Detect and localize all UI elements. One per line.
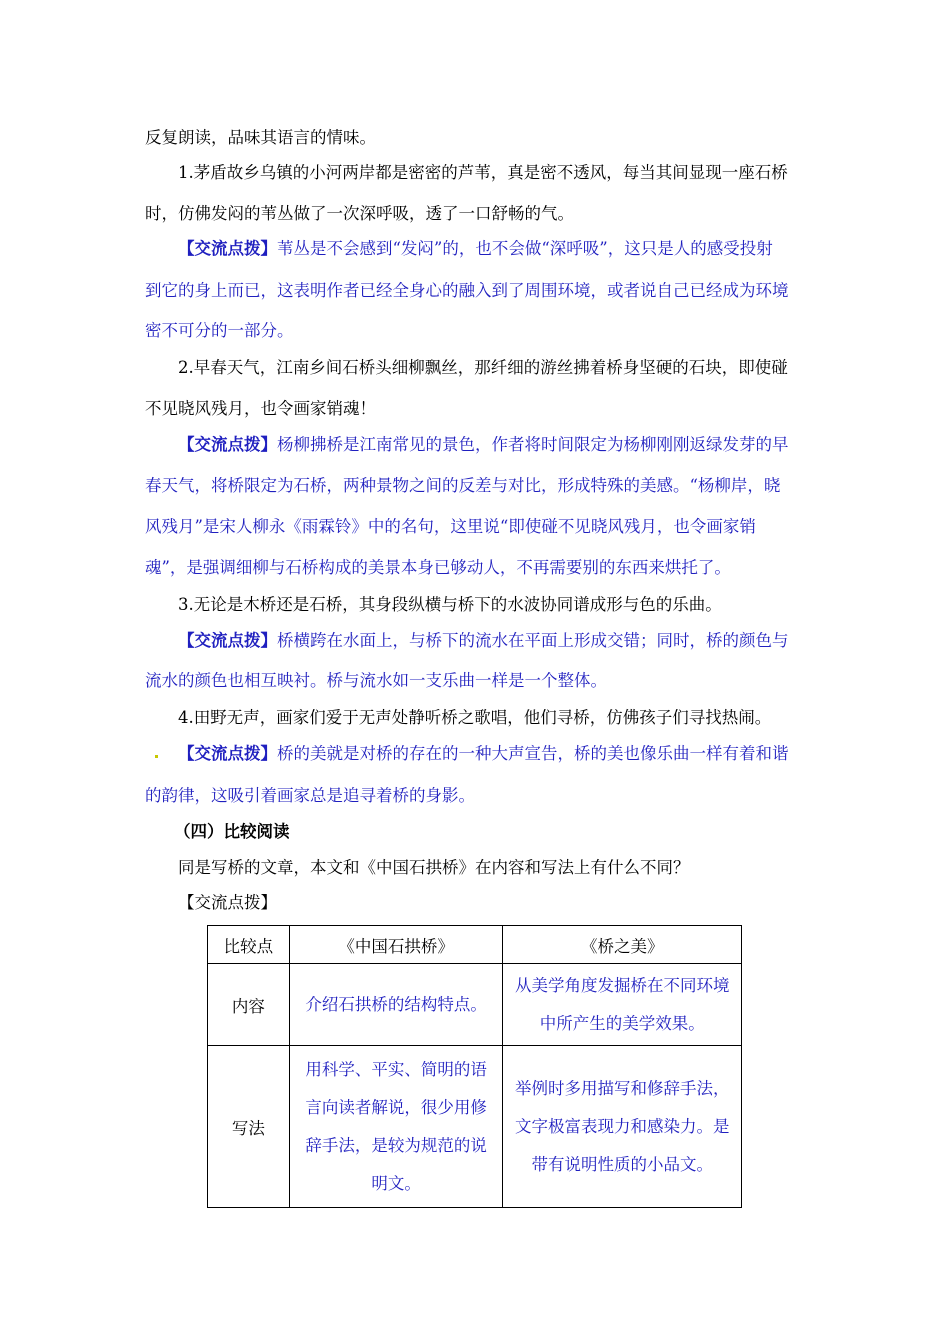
question-2-line-1: 2.早春天气，江南乡间石桥头细柳飘丝，那纤细的游丝拂着桥身坚硬的石块，即使碰 [178, 358, 788, 377]
cell-line: 言向读者解说，很少用修 [305, 1097, 487, 1117]
question-3-line: 3.无论是木桥还是石桥，其身段纵横与桥下的水波协同谱成形与色的乐曲。 [178, 595, 722, 614]
bridge-beauty-content-cell [503, 964, 742, 1046]
answer-3-line-1 [178, 630, 789, 652]
answer-4-text: 桥的美就是对桥的存在的一种大声宣告，桥的美也像乐曲一样有着和谐 [277, 744, 789, 763]
answer-2-text: 杨柳拂桥是江南常见的景色，作者将时间限定为杨柳刚刚返绿发芽的早 [277, 435, 789, 454]
exchange-tip-label: 【交流点拨】 [178, 893, 277, 912]
answer-4-line-1 [178, 743, 789, 765]
cell-text: 介绍石拱桥的结构特点。 [305, 994, 487, 1014]
row-label: 内容 [208, 964, 290, 1046]
answer-2-line-4: 魂”，是强调细柳与石桥构成的美景本身已够动人，不再需要别的东西来烘托了。 [145, 558, 731, 577]
answer-3-line-2: 流水的颜色也相互映衬。桥与流水如一支乐曲一样是一个整体。 [145, 671, 607, 690]
cell-line: 文字极富表现力和感染力。是 [514, 1116, 730, 1136]
answer-1-line-2: 到它的身上而已，这表明作者已经全身心的融入到了周围环境，或者说自己已经成为环境 [145, 281, 789, 300]
question-2-line-2: 不见晓风残月，也令画家销魂！ [145, 399, 376, 418]
comparison-table [207, 925, 742, 1208]
answer-1-line-1 [178, 238, 773, 260]
answer-1-text: 苇丛是不会感到“发闷”的，也不会做“深呼吸”，这只是人的感受投射 [277, 239, 773, 258]
header-cell: 《桥之美》 [503, 926, 742, 964]
cell-line: 明文。 [371, 1173, 421, 1193]
row-label: 写法 [208, 1046, 290, 1208]
table-row [208, 964, 742, 1046]
cell-line: 从美学角度发掘桥在不同环境 [514, 975, 730, 995]
header-cell: 比较点 [208, 926, 290, 964]
question-1-line-2: 时，仿佛发闷的苇丛做了一次深呼吸，透了一口舒畅的气。 [145, 204, 574, 223]
stone-bridge-method-cell [289, 1046, 503, 1208]
marker-dot [155, 755, 158, 758]
section-heading: （四）比较阅读 [174, 822, 290, 841]
question-4-line: 4.田野无声，画家们爱于无声处静听桥之歌唱，他们寻桥，仿佛孩子们寻找热闹。 [178, 708, 772, 727]
answer-4-line-2: 的韵律，这吸引着画家总是追寻着桥的身影。 [145, 786, 475, 805]
table-header-row [208, 926, 742, 964]
comparison-question: 同是写桥的文章，本文和《中国石拱桥》在内容和写法上有什么不同？ [178, 858, 690, 877]
answer-2-line-1 [178, 434, 789, 456]
exchange-tip-tag: 【交流点拨】 [178, 239, 277, 258]
cell-line: 带有说明性质的小品文。 [531, 1154, 713, 1174]
cell-line: 辞手法，是较为规范的说 [305, 1135, 487, 1155]
intro-line: 反复朗读，品味其语言的情味。 [145, 128, 376, 147]
answer-1-line-3: 密不可分的一部分。 [145, 321, 294, 340]
answer-3-text: 桥横跨在水面上，与桥下的流水在平面上形成交错；同时，桥的颜色与 [277, 631, 789, 650]
exchange-tip-tag: 【交流点拨】 [178, 744, 277, 763]
question-1-line-1: 1.茅盾故乡乌镇的小河两岸都是密密的芦苇，真是密不透风，每当其间显现一座石桥 [178, 163, 788, 182]
bridge-beauty-method-cell [503, 1046, 742, 1208]
answer-2-line-2: 春天气，将桥限定为石桥，两种景物之间的反差与对比，形成特殊的美感。“杨柳岸，晓 [145, 476, 781, 495]
stone-bridge-content-cell [289, 964, 503, 1046]
table-row [208, 1046, 742, 1208]
answer-2-line-3: 风残月”是宋人柳永《雨霖铃》中的名句，这里说“即使碰不见晓风残月，也令画家销 [145, 517, 756, 536]
cell-line: 用科学、平实、简明的语 [305, 1059, 487, 1079]
cell-line: 中所产生的美学效果。 [539, 1013, 705, 1033]
header-cell: 《中国石拱桥》 [289, 926, 503, 964]
exchange-tip-tag: 【交流点拨】 [178, 435, 277, 454]
cell-line: 举例时多用描写和修辞手法， [514, 1078, 730, 1098]
exchange-tip-tag: 【交流点拨】 [178, 631, 277, 650]
